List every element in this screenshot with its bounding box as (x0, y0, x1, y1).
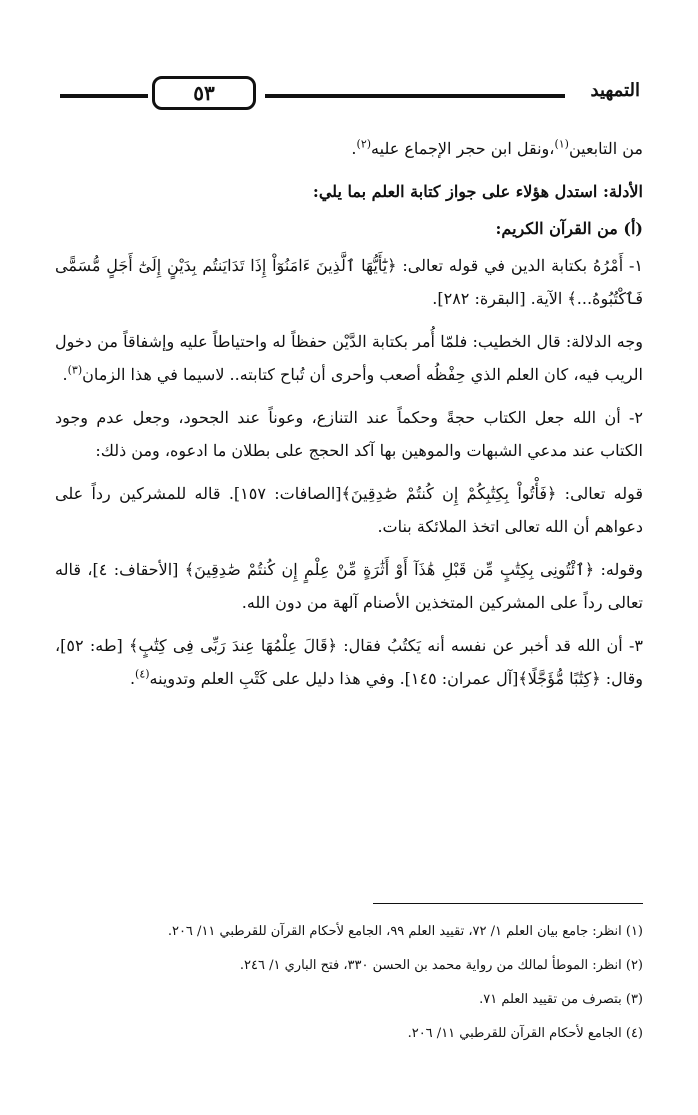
paragraph-text: من التابعين (568, 139, 643, 158)
paragraph-end: . (129, 669, 136, 688)
page-header (60, 76, 640, 116)
paragraph-kitab-hujja: ٢- أن الله جعل الكتاب حجةً وحكماً عند التنازع، وعوناً عند الجحود، وجعل عدم وجود الكتاب عند مدعي الشبهات والموهين بها آكد الحجج على بطلان ما ادعوه، ومن ذلك: (55, 408, 643, 460)
footnote-separator (373, 903, 643, 904)
footnote-3: (٣) بتصرف من تقييد العلم ٧١. (479, 992, 643, 1007)
paragraph-text: وجه الدلالة: قال الخطيب: فلمّا أُمر بكتابة الدَّيْن حفظاً له واحتياطاً عليه وإشفاقاً من دخول الريب فيه، كان العلم الذي حِفْظُه أصعب وأحرى أن تُباح كتابته.. لاسيما في هذا الزمان (55, 332, 643, 384)
paragraph-allah-writes (55, 629, 643, 695)
header-rule-left (60, 94, 148, 98)
paragraph-end: . (62, 365, 68, 384)
paragraph-saffat: قوله تعالى: ﴿فَأْتُواْ بِكِتَٰبِكُمْ إِن كُنتُمْ صَٰدِقِينَ﴾[الصافات: ١٥٧]. قاله للمشركين رداً على دعواهم أن الله تعالى اتخذ الملائكة بنات. (55, 484, 643, 536)
page-number: ٥٣ (152, 76, 256, 110)
footnote-4: (٤) الجامع لأحكام القرآن للقرطبي ١١/ ٢٠٦. (407, 1026, 643, 1041)
footnote-ref: (٢) (356, 137, 372, 151)
paragraph-khatib (55, 325, 643, 391)
chapter-title: التمهيد (590, 80, 640, 101)
section-heading-evidence: الأدلة: استدل هؤلاء على جواز كتابة العلم بما يلي: (312, 182, 643, 201)
paragraph-ahqaf: وقوله: ﴿ٱئْتُونِى بِكِتَٰبٍ مِّن قَبْلِ هَٰذَآ أَوْ أَثَٰرَةٍ مِّنْ عِلْمٍ إِن كُنتُمْ صَٰدِقِينَ﴾ [الأحقاف: ٤]، قاله تعالى رداً على المشركين المتخذين الأصنام آلهة من دون الله. (55, 560, 644, 612)
subheading-quran: (أ) من القرآن الكريم: (495, 219, 643, 238)
header-rule-right (265, 94, 565, 98)
footnotes (55, 920, 643, 1056)
paragraph-tabieen (55, 132, 643, 165)
paragraph-debt-verse: ١- أَمْرُهُ بكتابة الدين في قوله تعالى: ﴿يَٰٓأَيُّهَا ٱلَّذِينَ ءَامَنُوٓاْ إِذَا تَدَايَنتُم بِدَيْنٍ إِلَىٰٓ أَجَلٍ مُّسَمًّى فَٱكْتُبُوهُ...﴾ الآية. [البقرة: ٢٨٢]. (55, 256, 643, 308)
footnote-ref: (٤) (135, 667, 150, 681)
paragraph-end: . (351, 139, 357, 158)
footnote-2: (٢) انظر: الموطأ لمالك من رواية محمد بن الحسن ٣٣٠، فتح الباري ١/ ٢٤٦. (239, 958, 643, 973)
footnote-1: (١) انظر: جامع بيان العلم ١/ ٧٢، تقييد العلم ٩٩، الجامع لأحكام القرآن للقرطبي ١١/ ٢٠٦. (167, 924, 643, 939)
paragraph-text: ٣- أن الله قد أخبر عن نفسه أنه يَكتُبُ فقال: ﴿قَالَ عِلْمُهَا عِندَ رَبِّى فِى كِتَٰبٍ﴾ [طه: ٥٢]، وقال: ﴿كِتَٰبًا مُّؤَجَّلًا﴾[آل عمران: ١٤٥]. وفي هذا دليل على كَتْبِ العلم وتدوينه (55, 636, 643, 688)
paragraph-text: ،ونقل ابن حجر الإجماع عليه (371, 139, 555, 158)
footnote-ref: (٣) (67, 363, 83, 377)
main-text (55, 132, 643, 705)
footnote-ref: (١) (554, 137, 569, 151)
